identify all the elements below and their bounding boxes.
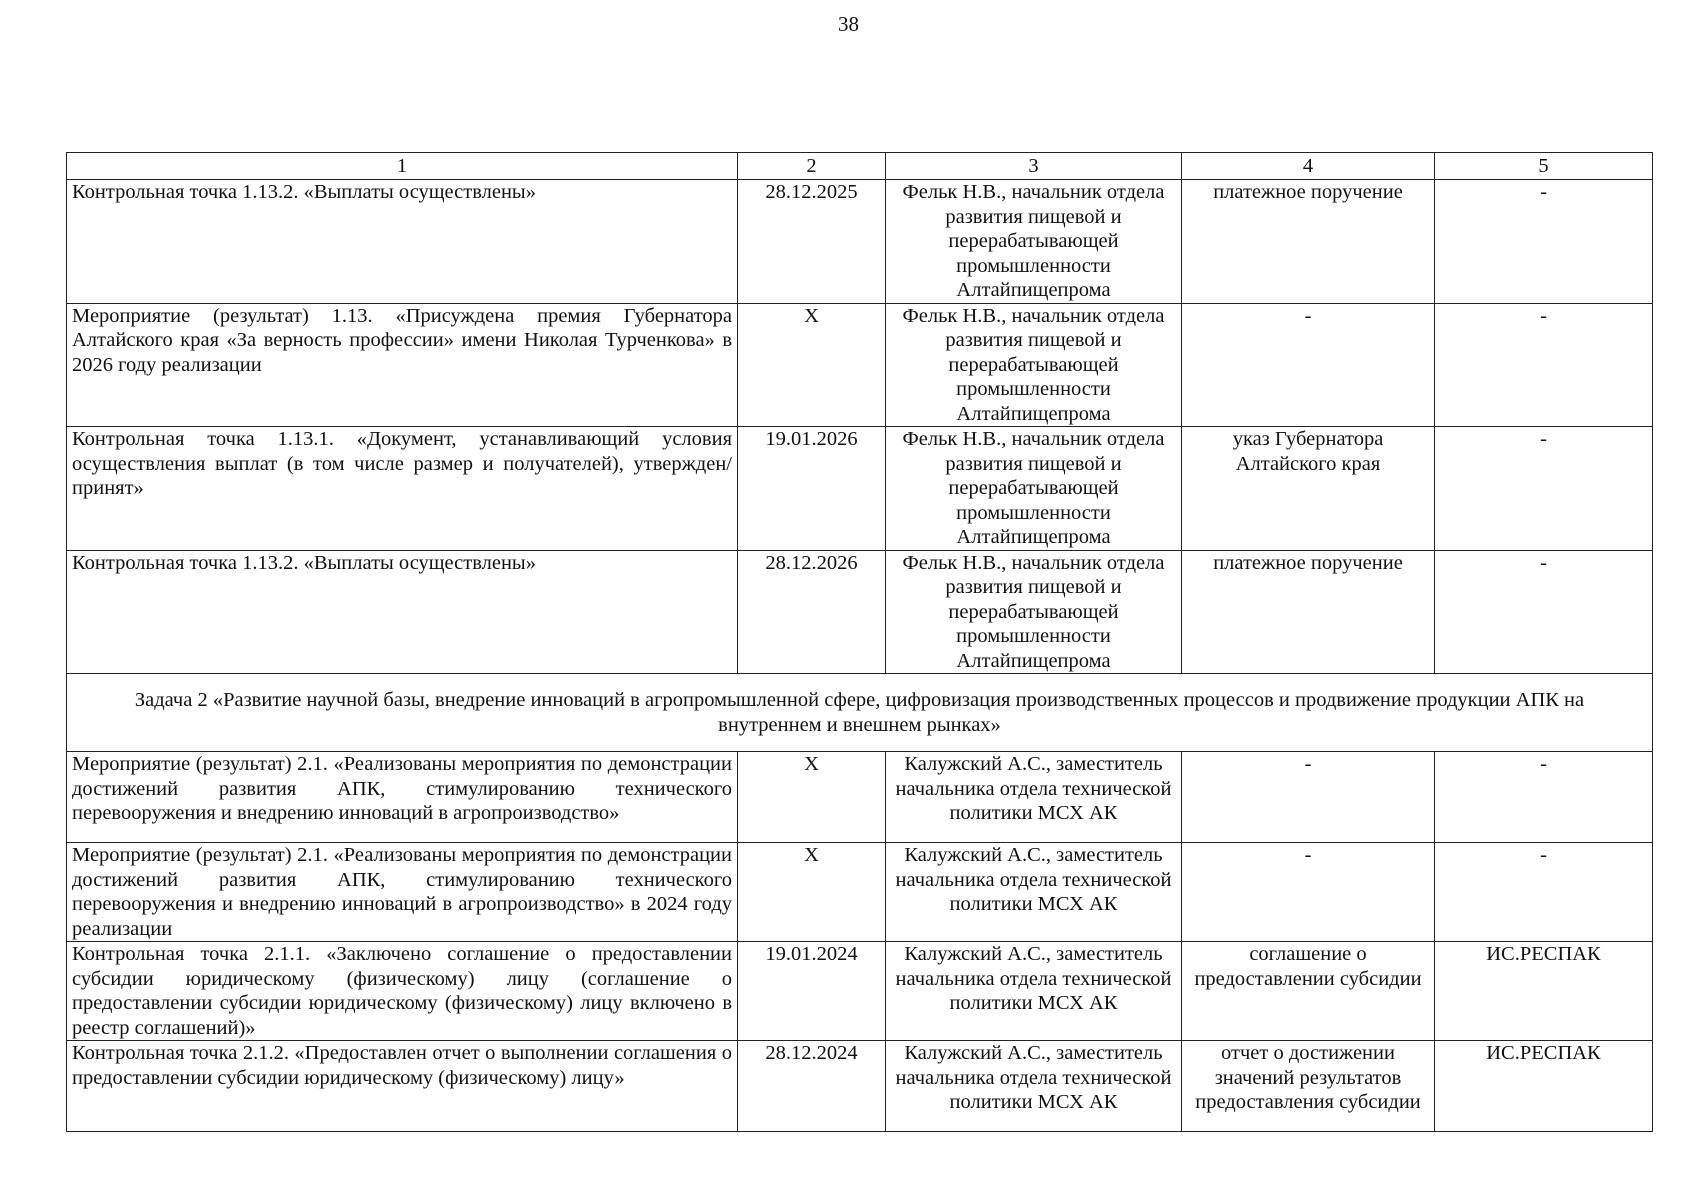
row-responsible: Калужский А.С., заместитель начальника отдела технической политики МСХ АК (886, 942, 1182, 1041)
row-document: отчет о достижении значений результатов предоставления субсидии (1182, 1041, 1435, 1132)
row-date: X (738, 303, 886, 427)
row-date: 19.01.2026 (738, 427, 886, 551)
row-date: X (738, 752, 886, 843)
row-date: 28.12.2024 (738, 1041, 886, 1132)
row-responsible: Фельк Н.В., начальник отдела развития пищевой и перерабатывающей промышленности Алтайпищепрома (886, 303, 1182, 427)
row-responsible: Фельк Н.В., начальник отдела развития пищевой и перерабатывающей промышленности Алтайпищепрома (886, 180, 1182, 304)
row-description: Мероприятие (результат) 2.1. «Реализованы мероприятия по демонстрации достижений развития АПК, стимулированию технического перевооружения и внедрению инноваций в агропроизводство» в 2024 году реализации (67, 843, 738, 942)
table-row (67, 752, 1653, 843)
row-responsible: Фельк Н.В., начальник отдела развития пищевой и перерабатывающей промышленности Алтайпищепрома (886, 550, 1182, 674)
row-description: Контрольная точка 1.13.2. «Выплаты осуществлены» (67, 180, 738, 304)
row-date: X (738, 843, 886, 942)
row-system: - (1435, 303, 1653, 427)
page-number: 38 (838, 12, 859, 36)
row-description: Контрольная точка 1.13.1. «Документ, устанавливающий условия осуществления выплат (в том числе размер и получателей), утвержден/принят» (67, 427, 738, 551)
table-row (67, 1041, 1653, 1132)
row-description: Мероприятие (результат) 2.1. «Реализованы мероприятия по демонстрации достижений развития АПК, стимулированию технического перевооружения и внедрению инноваций в агропроизводство» (67, 752, 738, 843)
row-system: - (1435, 752, 1653, 843)
table-row (67, 180, 1653, 304)
row-document: платежное поручение (1182, 550, 1435, 674)
row-date: 28.12.2026 (738, 550, 886, 674)
row-document: указ Губернатора Алтайского края (1182, 427, 1435, 551)
row-document: - (1182, 752, 1435, 843)
row-document: соглашение о предоставлении субсидии (1182, 942, 1435, 1041)
row-system: ИС.РЕСПАК (1435, 1041, 1653, 1132)
row-responsible: Фельк Н.В., начальник отдела развития пищевой и перерабатывающей промышленности Алтайпищепрома (886, 427, 1182, 551)
row-description: Мероприятие (результат) 1.13. «Присуждена премия Губернатора Алтайского края «За верность профессии» имени Николая Турченкова» в 2026 году реализации (67, 303, 738, 427)
table-row (67, 550, 1653, 674)
row-system: ИС.РЕСПАК (1435, 942, 1653, 1041)
row-document: платежное поручение (1182, 180, 1435, 304)
row-document: - (1182, 843, 1435, 942)
row-description: Контрольная точка 2.1.2. «Предоставлен отчет о выполнении соглашения о предоставлении субсидии юридическому (физическому) лицу» (67, 1041, 738, 1132)
row-document: - (1182, 303, 1435, 427)
row-date: 19.01.2024 (738, 942, 886, 1041)
row-system: - (1435, 550, 1653, 674)
header-col-3: 3 (886, 153, 1182, 180)
task-heading: Задача 2 «Развитие научной базы, внедрение инноваций в агропромышленной сфере, цифровизация производственных процессов и продвижение продукции АПК на внутреннем и внешнем рынках» (67, 674, 1653, 752)
row-responsible: Калужский А.С., заместитель начальника отдела технической политики МСХ АК (886, 1041, 1182, 1132)
table-row (67, 843, 1653, 942)
row-responsible: Калужский А.С., заместитель начальника отдела технической политики МСХ АК (886, 843, 1182, 942)
row-system: - (1435, 843, 1653, 942)
header-col-1: 1 (67, 153, 738, 180)
row-date: 28.12.2025 (738, 180, 886, 304)
row-system: - (1435, 427, 1653, 551)
header-col-5: 5 (1435, 153, 1653, 180)
table-row (67, 303, 1653, 427)
header-col-2: 2 (738, 153, 886, 180)
task-row (67, 674, 1653, 752)
row-system: - (1435, 180, 1653, 304)
row-description: Контрольная точка 2.1.1. «Заключено соглашение о предоставлении субсидии юридическому (физическому) лицу (соглашение о предоставлении субсидии юридическому (физическому) лицу включено в реестр соглашений)» (67, 942, 738, 1041)
table-row (67, 942, 1653, 1041)
header-col-4: 4 (1182, 153, 1435, 180)
control-points-table (66, 152, 1653, 1132)
row-description: Контрольная точка 1.13.2. «Выплаты осуществлены» (67, 550, 738, 674)
table-row (67, 427, 1653, 551)
row-responsible: Калужский А.С., заместитель начальника отдела технической политики МСХ АК (886, 752, 1182, 843)
table-header-row (67, 153, 1653, 180)
